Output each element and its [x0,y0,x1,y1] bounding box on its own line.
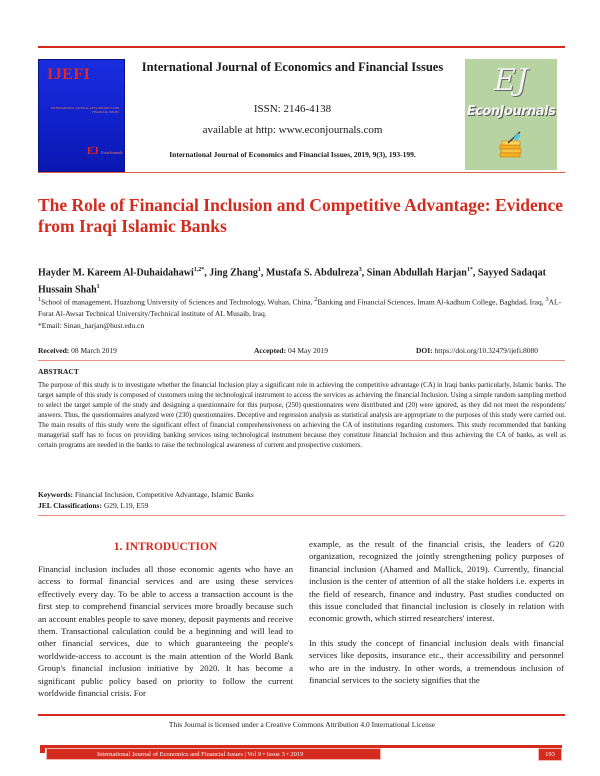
doi-link[interactable]: https://doi.org/10.32479/ijefi.8080 [434,346,538,355]
doi-label: DOI: [416,346,433,355]
author-name: Sayyed Sadaqat Hussain Shah [38,267,546,296]
received-date [38,346,117,355]
footer-accent-tab [40,745,45,753]
paragraph: example, as the result of the financial crisis, the leaders of G20 organization, recognized the jointly strengthening policy purposes of financial inclusion (Ahamed and Mallick, 2019). Currently, financial inclusion is the center of attention of all the stake holders i.e. experts in the field of research, finance and industry. Past studies conducted on this issue concluded that financial inclusion is closely in relation with economic growth, which stirred researchers' interest. [309,539,564,624]
corresponding-email[interactable]: *Email: Sinan_harjan@hust.edu.cn [38,320,145,330]
keywords-divider [38,515,565,516]
author-affil-sup: 1* [466,267,473,273]
ijefi-logo-title: IJEFI [47,66,91,83]
author-name: Mustafa S. Abdulreza [265,267,359,279]
ej-logo-mark: EJ [494,63,528,98]
keywords-line [38,490,566,501]
abstract-heading: ABSTRACT [38,367,79,376]
section-heading-introduction: 1. INTRODUCTION [113,541,218,553]
doi [416,346,538,355]
author-affil-sup: 1 [257,267,261,273]
affiliation-3: AL-Furat Al-Awsat Technical University/Technical institute of AL Musaib, Iraq. [38,297,562,318]
top-rule [38,46,565,48]
author-affil-sup: 3 [358,267,362,273]
received-value: 08 March 2019 [71,346,117,355]
accepted-date [254,346,328,355]
available-at-link[interactable]: available at http: www.econjournals.com [202,124,383,136]
author-name: Sinan Abdullah Harjan [366,267,467,279]
author-affil-sup: 1,2* [193,267,205,273]
ijefi-logo-subtitle: INTERNATIONAL JOURNAL OF ECONOMICS AND FINANCIAL ISSUES [50,106,119,114]
accepted-value: 04 May 2019 [287,346,328,355]
footer-rule [38,714,565,716]
journal-name: International Journal of Economics and Financial Issues [141,60,444,74]
license-notice: This Journal is licensed under a Creative Commons Attribution 4.0 International License [168,720,436,729]
paper-title: The Role of Financial Inclusion and Competitive Advantage: Evidence from Iraqi Islamic Banks [38,195,564,236]
keywords-value: Financial Inclusion, Competitive Advantage, Islamic Banks [74,490,254,499]
author-affil-sup: 1 [96,284,100,291]
received-label: Received: [38,346,70,355]
jel-line [38,501,566,512]
body-column-right [309,538,564,698]
accepted-label: Accepted: [254,346,287,355]
author-list: Hayder M. Kareem Al-Duhaidahawi$^{1,2*}$, Jing Zhang$^1$, Mustafa S. Abdulreza$^3$, Sinan Abdullah Harjan$^{1*}$, Sayyed Sadaqat Hussain Shah$^1$ [38,267,546,296]
ej-mark-text: EJ [87,146,99,157]
affiliation-2: Banking and Financial Sciences, Imam Al-kadhum College, Baghdad, Iraq, [317,297,546,307]
paragraph: Financial inclusion includes all those economic agents who have an access to formal financial services and are using these services effectively every day. To be able to access a transaction account is the first step to comprehend financial services more broadly because such an account enables people to save money, deposit payments and receive them. Transactional calculation could be a beginning and will lead to other financial services, due to which guaranteeing the people's worldwide-access to account is the main attention of the World Bank Group's financial inclusion initiative by 2020. It has become a significant public policy based on priority to follow the current worldwide financial crisis. For [38,564,293,699]
header-divider [38,172,565,173]
jel-label: JEL Classifications: [38,500,102,510]
affil-sup: 3 [545,296,549,303]
affiliations [38,294,566,331]
issn: ISSN: 2146-4138 [253,103,332,115]
ej-logo-wordmark: EconJournals [466,104,556,119]
econjournals-logo [465,59,557,170]
body-column-left [38,563,293,711]
page-number: 193 [538,748,562,761]
journal-citation: International Journal of Economics and Financial Issues, 2019, 9(3), 193-199. [169,150,416,159]
books-pen-icon [498,131,524,159]
ijefi-logo-ej-mark [87,146,123,157]
keywords-block [38,490,566,511]
affil-sup: 1 [38,296,42,303]
author-name: Jing Zhang [209,267,258,279]
author-name: Hayder M. Kareem Al-Duhaidahawi [38,267,194,279]
keywords-label: Keywords: [38,490,73,499]
ej-small-text: EconJournals [101,150,123,155]
ijefi-cover-logo [38,59,125,172]
footer-journal-line: International Journal of Economics and Financial Issues | Vol 9 • Issue 3 • 2019 [46,748,381,760]
abstract-text: The purpose of this study is to investigate whether the financial Inclusion play a significant role in achieving the competitive advantage (CA) in Iraqi banks particularly, Islamic banks. The target sample of this study is composed of customers using the technological instrument to access the services as achieving the financial Inclusion. Using a simple random sampling method to select the target sample of the study and designing a questionnaire for this purpose, (250) questionnaires were distributed and (20) were ignored, as they did not meet the respondents' answers. Thus, the questionnaires analyzed were (230) questionnaires. Deceptive and regression analysis as statistical analysis are appropriate to the purposes of this study were carried out. The main results of this study were the significant effect of financial comprehensiveness on achieving the CA of institutions regarding customers. This study recommended that banking managerial staff has to focus on providing banking services using technological instrument because they constitute financial Inclusion and thus achieving the CA of banks, as well as certain programs are needed in the banks to raise the technological awareness of current and prospective customers. [38,381,566,449]
affiliation-1: School of management, Huazhong University of Sciences and Technology, Wuhan, China, [41,297,315,307]
affil-sup: 2 [314,296,318,303]
paragraph: In this study the concept of financial inclusion deals with financial services like deposits, insurance etc., their accessibility and personnel who are in the industry. In other words, a tremendous inclusion of financial services to the society signifies that the [309,637,564,686]
jel-value: G29, L19, E59 [103,500,149,510]
dates-divider [38,360,565,361]
